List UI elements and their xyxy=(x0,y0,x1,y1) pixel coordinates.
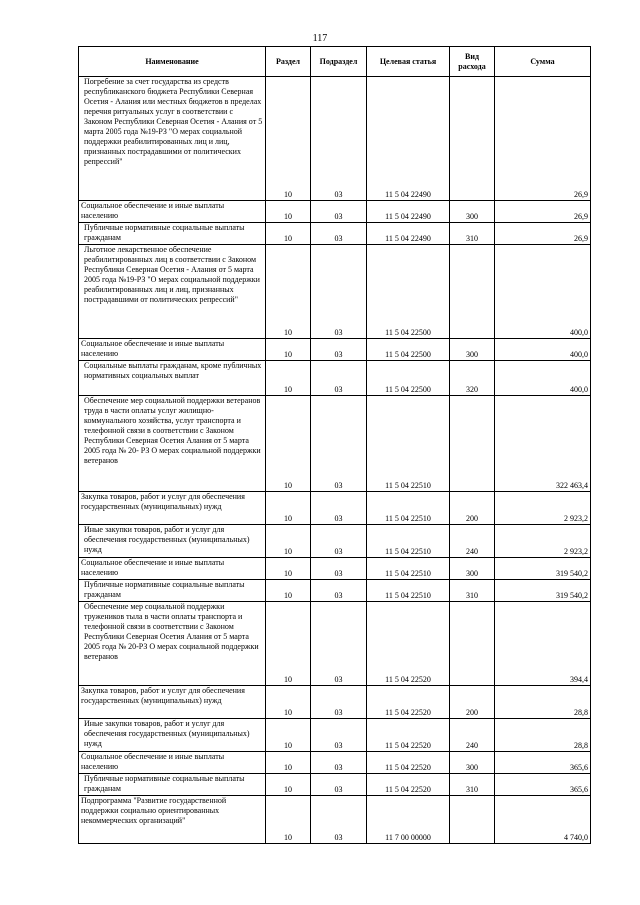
row-sum: 400,0 xyxy=(495,339,591,361)
row-expense: 300 xyxy=(450,752,495,774)
row-sum: 400,0 xyxy=(495,245,591,339)
row-sum: 319 540,2 xyxy=(495,580,591,602)
table-row xyxy=(79,201,591,223)
row-subsection: 03 xyxy=(311,339,367,361)
row-name: Обеспечение мер социальной поддержки ветеранов труда в части оплаты услуг жилищно-коммунального хозяйства, услуг транспорта и телефонной связи в соответствии с Законом Республики Северная Осетия Алания от 5 марта 2005 года № 20- РЗ О мерах социальной поддержки ветеранов xyxy=(79,396,266,492)
row-sum: 400,0 xyxy=(495,361,591,396)
row-subsection: 03 xyxy=(311,686,367,719)
table-row xyxy=(79,774,591,796)
row-name: Закупка товаров, работ и услуг для обеспечения государственных (муниципальных) нужд xyxy=(79,492,266,525)
row-section: 10 xyxy=(266,361,311,396)
row-section: 10 xyxy=(266,580,311,602)
header-name: Наименование xyxy=(79,47,266,77)
row-subsection: 03 xyxy=(311,77,367,201)
page-number: 117 xyxy=(312,33,328,44)
row-name: Социальное обеспечение и иные выплаты населению xyxy=(79,201,266,223)
row-target: 11 5 04 22500 xyxy=(367,245,450,339)
row-sum: 319 540,2 xyxy=(495,558,591,580)
row-subsection: 03 xyxy=(311,396,367,492)
table-row xyxy=(79,796,591,844)
row-subsection: 03 xyxy=(311,245,367,339)
row-target: 11 5 04 22510 xyxy=(367,558,450,580)
row-section: 10 xyxy=(266,77,311,201)
row-target: 11 5 04 22510 xyxy=(367,525,450,558)
row-section: 10 xyxy=(266,245,311,339)
row-subsection: 03 xyxy=(311,201,367,223)
row-section: 10 xyxy=(266,201,311,223)
table-row xyxy=(79,361,591,396)
table-row xyxy=(79,752,591,774)
row-subsection: 03 xyxy=(311,580,367,602)
row-section: 10 xyxy=(266,796,311,844)
row-expense: 200 xyxy=(450,492,495,525)
row-target: 11 5 04 22500 xyxy=(367,361,450,396)
row-expense: 300 xyxy=(450,558,495,580)
row-name: Социальное обеспечение и иные выплаты населению xyxy=(79,752,266,774)
table-row xyxy=(79,396,591,492)
row-expense xyxy=(450,796,495,844)
row-section: 10 xyxy=(266,686,311,719)
row-subsection: 03 xyxy=(311,719,367,752)
header-expense: Вид расхода xyxy=(450,47,495,77)
row-sum: 4 740,0 xyxy=(495,796,591,844)
header-section: Раздел xyxy=(266,47,311,77)
row-target: 11 5 04 22500 xyxy=(367,339,450,361)
row-target: 11 5 04 22520 xyxy=(367,774,450,796)
row-target: 11 5 04 22510 xyxy=(367,396,450,492)
row-expense: 310 xyxy=(450,223,495,245)
table-row xyxy=(79,686,591,719)
row-expense xyxy=(450,396,495,492)
row-section: 10 xyxy=(266,774,311,796)
row-expense: 200 xyxy=(450,686,495,719)
table-row xyxy=(79,339,591,361)
table-row xyxy=(79,580,591,602)
row-section: 10 xyxy=(266,752,311,774)
row-target: 11 5 04 22510 xyxy=(367,492,450,525)
table-row xyxy=(79,719,591,752)
table-header-row xyxy=(79,47,591,77)
row-sum: 394,4 xyxy=(495,602,591,686)
row-target: 11 5 04 22520 xyxy=(367,686,450,719)
row-section: 10 xyxy=(266,558,311,580)
row-name: Социальные выплаты гражданам, кроме публичных нормативных социальных выплат xyxy=(79,361,266,396)
row-expense xyxy=(450,245,495,339)
row-name: Иные закупки товаров, работ и услуг для обеспечения государственных (муниципальных) нужд xyxy=(79,525,266,558)
header-sum: Сумма xyxy=(495,47,591,77)
row-section: 10 xyxy=(266,602,311,686)
row-subsection: 03 xyxy=(311,752,367,774)
row-subsection: 03 xyxy=(311,558,367,580)
row-subsection: 03 xyxy=(311,525,367,558)
row-name: Социальное обеспечение и иные выплаты населению xyxy=(79,339,266,361)
row-target: 11 5 04 22520 xyxy=(367,719,450,752)
row-sum: 28,8 xyxy=(495,719,591,752)
row-subsection: 03 xyxy=(311,492,367,525)
row-expense: 240 xyxy=(450,525,495,558)
row-section: 10 xyxy=(266,525,311,558)
row-expense xyxy=(450,77,495,201)
row-name: Закупка товаров, работ и услуг для обеспечения государственных (муниципальных) нужд xyxy=(79,686,266,719)
row-section: 10 xyxy=(266,492,311,525)
row-name: Подпрограмма "Развитие государственной поддержки социально ориентированных некоммерческих организаций" xyxy=(79,796,266,844)
row-target: 11 5 04 22490 xyxy=(367,201,450,223)
row-subsection: 03 xyxy=(311,774,367,796)
row-target: 11 5 04 22520 xyxy=(367,602,450,686)
row-target: 11 5 04 22490 xyxy=(367,223,450,245)
row-expense: 300 xyxy=(450,201,495,223)
row-sum: 26,9 xyxy=(495,223,591,245)
row-sum: 2 923,2 xyxy=(495,492,591,525)
row-section: 10 xyxy=(266,223,311,245)
row-subsection: 03 xyxy=(311,602,367,686)
row-name: Льготное лекарственное обеспечение реабилитированных лиц в соответствии с Законом Республики Северная Осетия - Алания от 5 марта 2005 года №19-РЗ "О мерах социальной поддержки реабилитированных лиц и лиц, признанных пострадавшими от политических репрессий" xyxy=(79,245,266,339)
table-row xyxy=(79,602,591,686)
table-row xyxy=(79,245,591,339)
table-row xyxy=(79,525,591,558)
row-section: 10 xyxy=(266,396,311,492)
row-expense xyxy=(450,602,495,686)
row-expense: 320 xyxy=(450,361,495,396)
row-expense: 300 xyxy=(450,339,495,361)
row-target: 11 5 04 22510 xyxy=(367,580,450,602)
row-sum: 365,6 xyxy=(495,774,591,796)
row-name: Публичные нормативные социальные выплаты гражданам xyxy=(79,223,266,245)
row-subsection: 03 xyxy=(311,223,367,245)
row-name: Публичные нормативные социальные выплаты гражданам xyxy=(79,774,266,796)
row-sum: 28,8 xyxy=(495,686,591,719)
row-section: 10 xyxy=(266,719,311,752)
row-sum: 26,9 xyxy=(495,201,591,223)
row-target: 11 7 00 00000 xyxy=(367,796,450,844)
table-row xyxy=(79,77,591,201)
row-expense: 310 xyxy=(450,580,495,602)
row-sum: 26,9 xyxy=(495,77,591,201)
header-target: Целевая статья xyxy=(367,47,450,77)
row-section: 10 xyxy=(266,339,311,361)
table-row xyxy=(79,558,591,580)
row-subsection: 03 xyxy=(311,361,367,396)
table-row xyxy=(79,492,591,525)
budget-table xyxy=(78,46,591,844)
row-sum: 2 923,2 xyxy=(495,525,591,558)
table-row xyxy=(79,223,591,245)
header-subsection: Подраздел xyxy=(311,47,367,77)
row-sum: 365,6 xyxy=(495,752,591,774)
row-name: Публичные нормативные социальные выплаты гражданам xyxy=(79,580,266,602)
row-name: Обеспечение мер социальной поддержки тружеников тыла в части оплаты транспорта и телефонной связи в соответствии с Законом Республики Северная Осетия Алания от 5 марта 2005 года № 20-РЗ О мерах социальной поддержки ветеранов xyxy=(79,602,266,686)
row-target: 11 5 04 22490 xyxy=(367,77,450,201)
row-subsection: 03 xyxy=(311,796,367,844)
row-target: 11 5 04 22520 xyxy=(367,752,450,774)
row-name: Погребение за счет государства из средств республиканского бюджета Республики Северная Осетия - Алания или местных бюджетов в пределах перечня ритуальных услуг в соответствии с Законом Республики Северная Осетия - Алания от 5 марта 2005 года №19-РЗ "О мерах социальной поддержки реабилитированных лиц и лиц, признанных пострадавшими от политических репрессий" xyxy=(79,77,266,201)
row-sum: 322 463,4 xyxy=(495,396,591,492)
row-name: Социальное обеспечение и иные выплаты населению xyxy=(79,558,266,580)
row-expense: 240 xyxy=(450,719,495,752)
row-name: Иные закупки товаров, работ и услуг для обеспечения государственных (муниципальных) нужд xyxy=(79,719,266,752)
row-expense: 310 xyxy=(450,774,495,796)
